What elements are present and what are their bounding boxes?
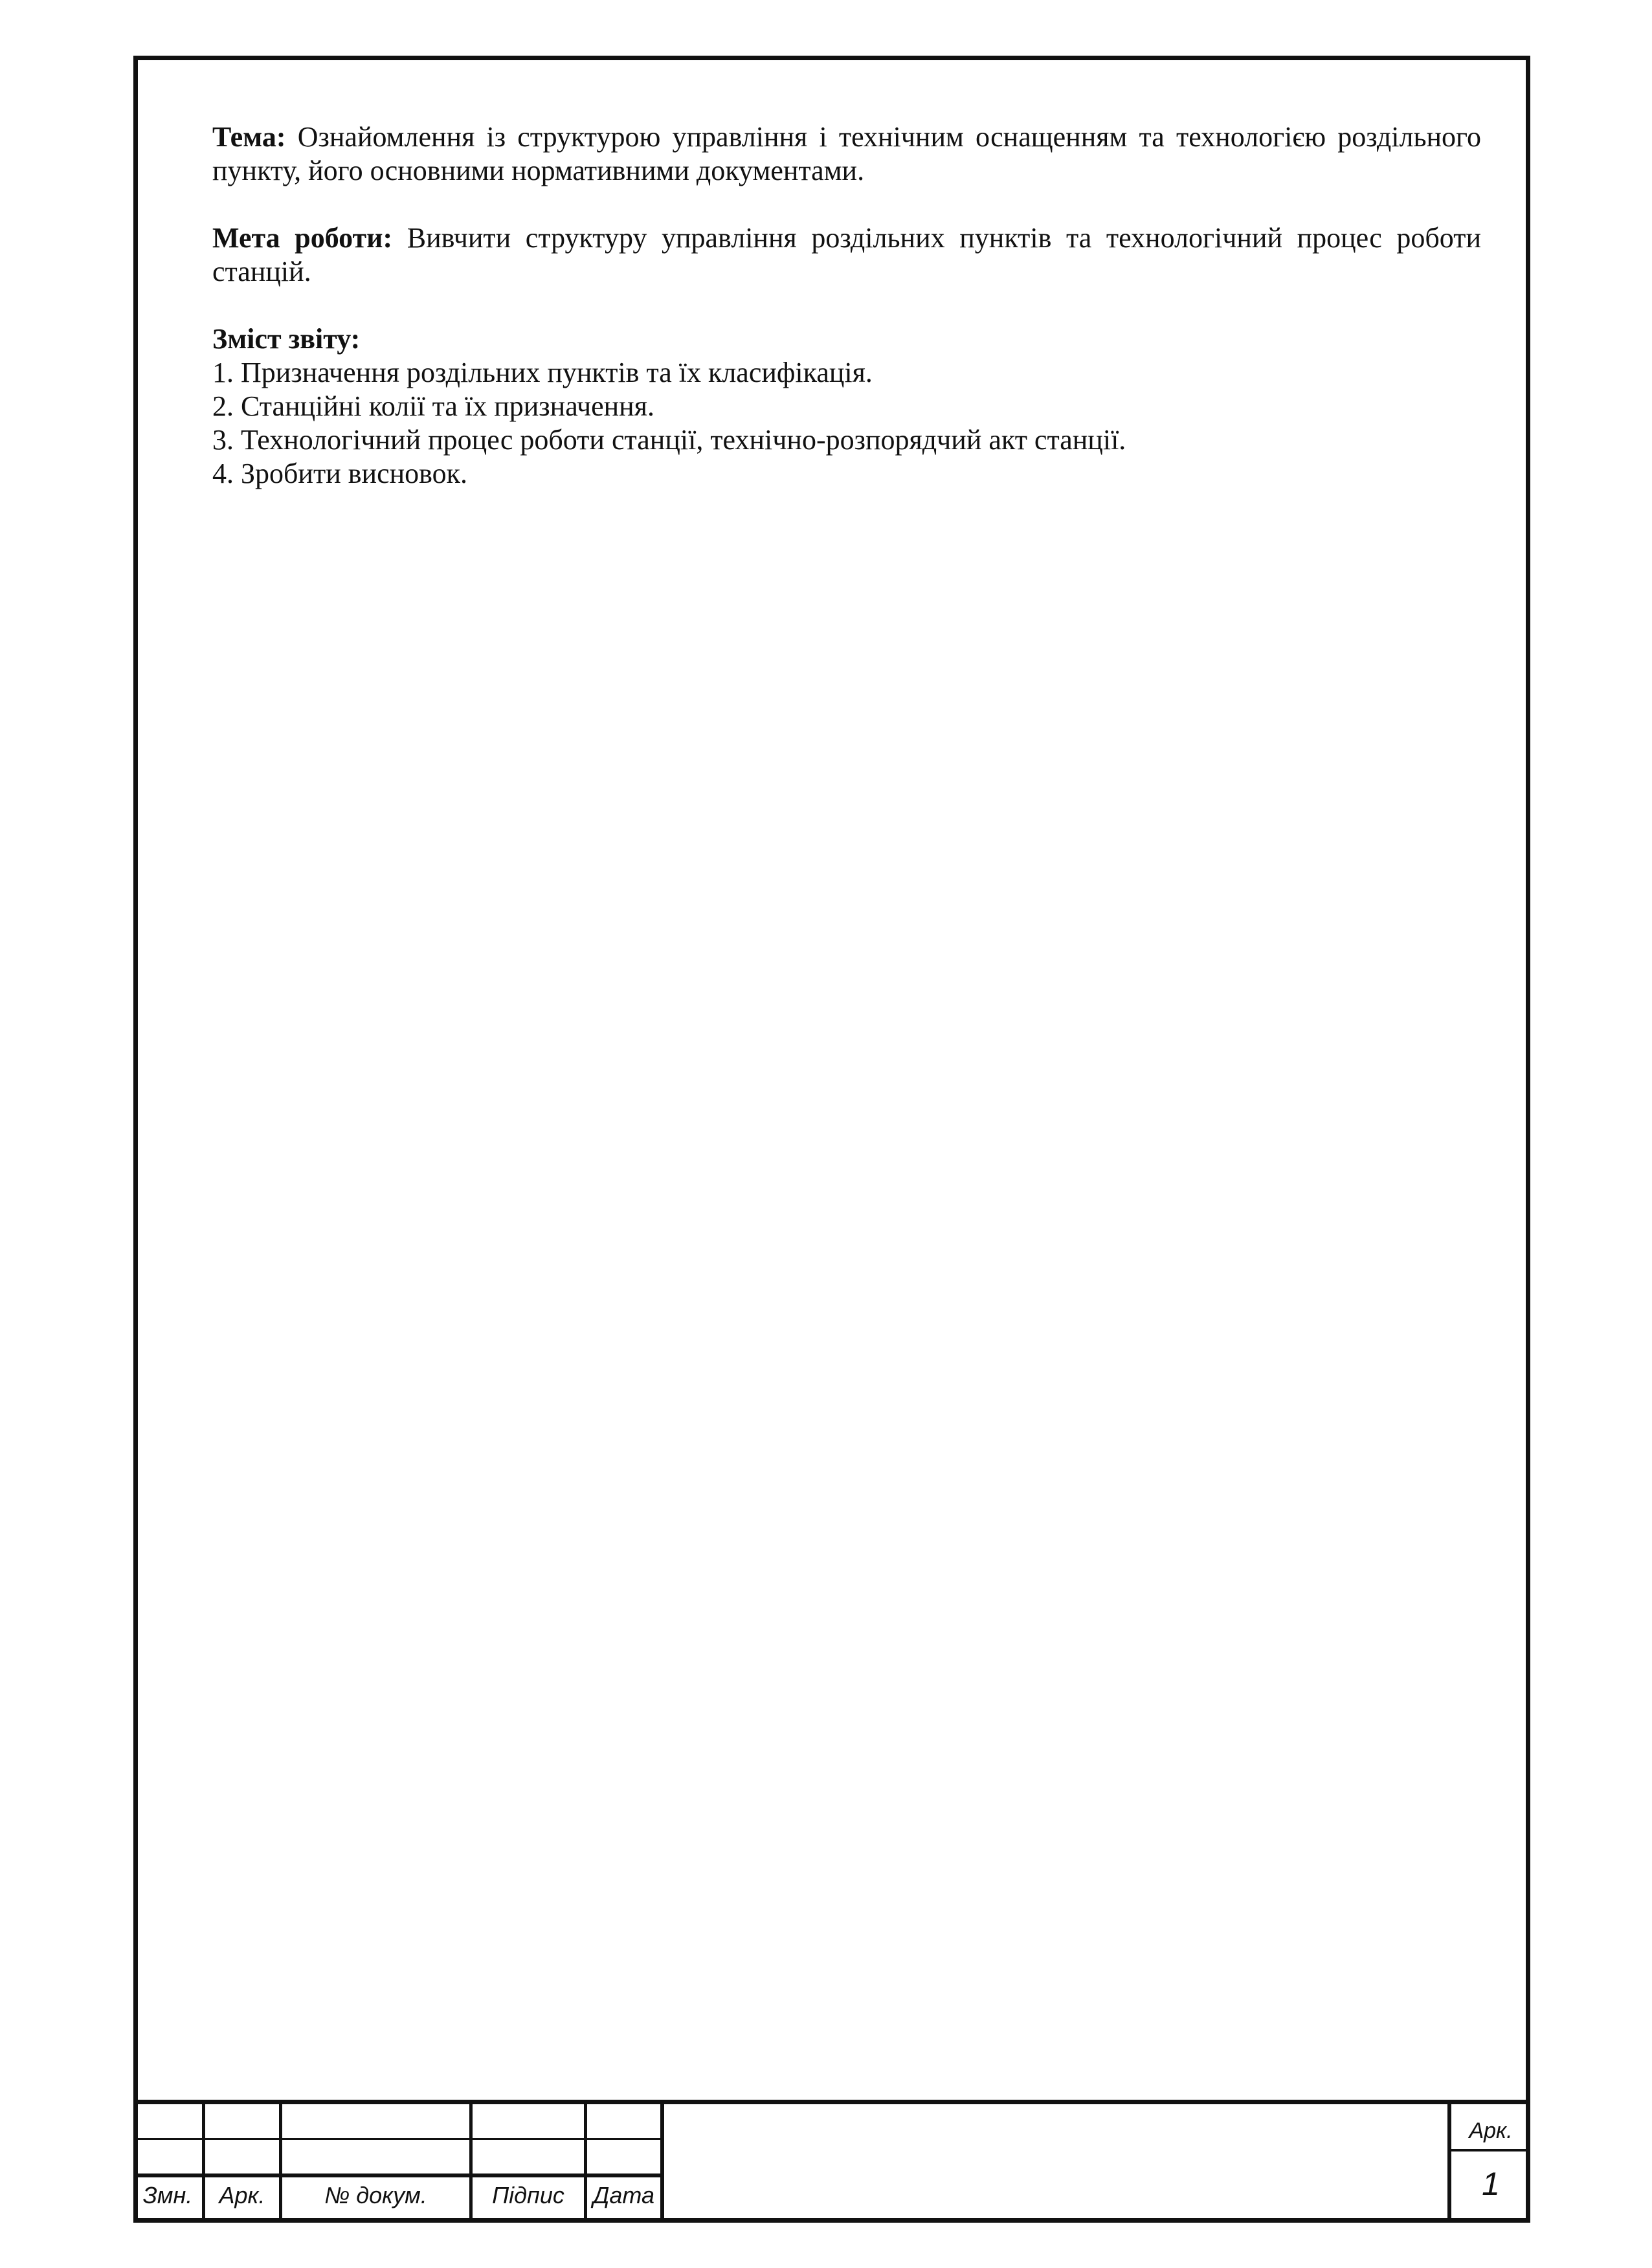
goal-text: Вивчити структуру управління роздільних пунктів та технологічний процес роботи станцій. xyxy=(212,222,1481,287)
topic-label: Тема: xyxy=(212,121,286,153)
stamp-col-signature: Підпис xyxy=(492,2182,564,2208)
stamp-col-revision: Змн. xyxy=(142,2182,193,2208)
goal-label: Мета роботи: xyxy=(212,222,393,254)
contents-item-4: 4. Зробити висновок. xyxy=(212,458,468,489)
contents-item-1: 1. Призначення роздільних пунктів та їх класифікація. xyxy=(212,357,873,388)
document-body xyxy=(212,120,1481,491)
goal-paragraph xyxy=(212,221,1481,289)
stamp-col-doc-number: № докум. xyxy=(324,2182,427,2208)
stamp-col-date: Дата xyxy=(593,2182,654,2208)
contents-heading: Зміст звіту: xyxy=(212,323,361,355)
sheet-number: 1 xyxy=(1482,2166,1500,2202)
contents-item-3: 3. Технологічний процес роботи станції, технічно-розпорядчий акт станції. xyxy=(212,424,1126,456)
sheet-label: Арк. xyxy=(1469,2118,1513,2143)
stamp-col-sheet: Арк. xyxy=(219,2182,265,2208)
contents-item-2: 2. Станційні колії та їх призначення. xyxy=(212,390,654,422)
topic-text: Ознайомлення із структурою управління і технічним оснащенням та технологією роздільного пункту, його основними нормативними документами. xyxy=(212,121,1482,186)
topic-paragraph xyxy=(212,120,1481,188)
